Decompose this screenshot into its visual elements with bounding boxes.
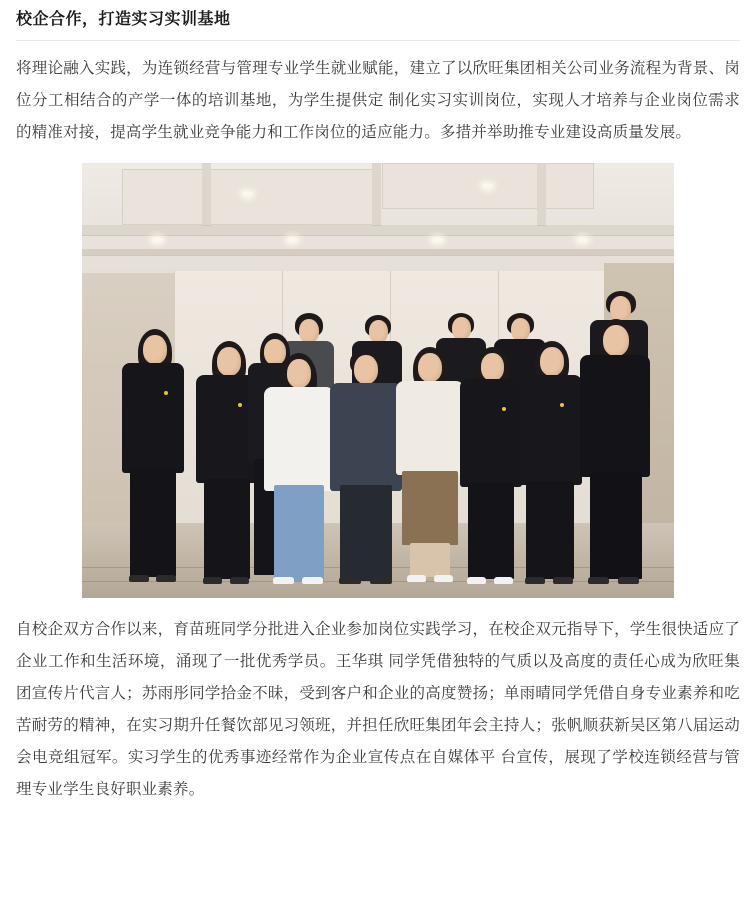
shoe [525,577,545,584]
page-title: 校企合作，打造实习实训基地 [16,11,231,28]
legs [340,485,392,581]
head [540,347,564,376]
shoe [494,577,513,584]
legs [590,473,642,579]
shoe [434,575,453,582]
torso [122,363,184,473]
photo-scene [82,163,674,598]
ceiling-beam [82,225,674,235]
shoe [618,577,639,584]
head [143,335,167,364]
legs [410,543,450,577]
ceiling-light [577,237,588,243]
ceiling-beam [537,163,546,225]
name-badge [238,403,242,407]
torso [580,355,650,477]
legs [130,469,176,577]
head [481,353,504,381]
ceiling-light [152,237,163,243]
shoe [370,577,392,584]
head [610,296,631,322]
torso [330,383,402,491]
shoe [203,577,222,584]
torso-white-jacket [264,387,334,491]
skirt [402,471,458,545]
ceiling-light [287,237,298,243]
shoe [230,577,249,584]
name-badge [560,403,564,407]
shoe [156,575,176,582]
name-badge [502,407,506,411]
head [264,339,286,365]
group-photo [82,163,674,598]
legs [204,479,250,579]
shoe [339,577,361,584]
head [511,318,530,341]
ceiling-light [432,237,443,243]
torso [518,375,582,485]
title-divider [16,40,740,41]
head [354,355,378,384]
ceiling-beam [202,163,211,225]
torso-print-blouse [396,381,464,475]
head [299,319,319,343]
shoe [273,577,294,584]
ceiling-beam [372,163,381,225]
head [217,347,241,376]
torso [460,379,522,487]
legs [526,481,574,579]
shoe [588,577,609,584]
name-badge [164,391,168,395]
ceiling-light [482,183,493,189]
paragraph-body: 自校企双方合作以来，育苗班同学分批进入企业参加岗位实践学习，在校企双元指导下，学生很快适应了企业工作和生活环境，涌现了一批优秀学员。王华琪 同学凭借独特的气质以及高度的责任心成为欣旺集团宣传片代言人；苏雨彤同学拾金不昧，受到客户和企业的高度赞扬；单雨晴同学凭借自身专业素养和吃苦耐劳的精神，在实习期升任餐饮部见习领班，并担任欣旺集团年会主持人；张帆顺获新吴区第八届运动会电竞组冠军。实习学生的优秀事迹经常作为企业宣传点在自媒体平 台宣传，展现了学校连锁经营与管理专业学生良好职业素养。 [16,621,740,798]
legs-jeans [274,485,324,581]
head [452,317,471,340]
shoe [467,577,486,584]
shoe [302,577,323,584]
head [603,325,629,356]
shoe [407,575,426,582]
head [369,320,388,343]
ceiling-beam [82,249,674,255]
legs [468,483,514,579]
ceiling-panel [122,169,374,225]
paragraph-intro: 将理论融入实践，为连锁经营与管理专业学生就业赋能，建立了以欣旺集团相关公司业务流程为背景、岗位分工相结合的产学一体的培训基地，为学生提供定 制化实习实训岗位，实现人才培养与企业岗位需求的精准对接，提高学生就业竞争能力和工作岗位的适应能力。多措并举助推专业建设高质量发展。 [16,60,740,141]
shoe [129,575,149,582]
head [287,359,311,388]
ceiling-light [242,191,253,197]
head [418,353,442,382]
shoe [553,577,573,584]
